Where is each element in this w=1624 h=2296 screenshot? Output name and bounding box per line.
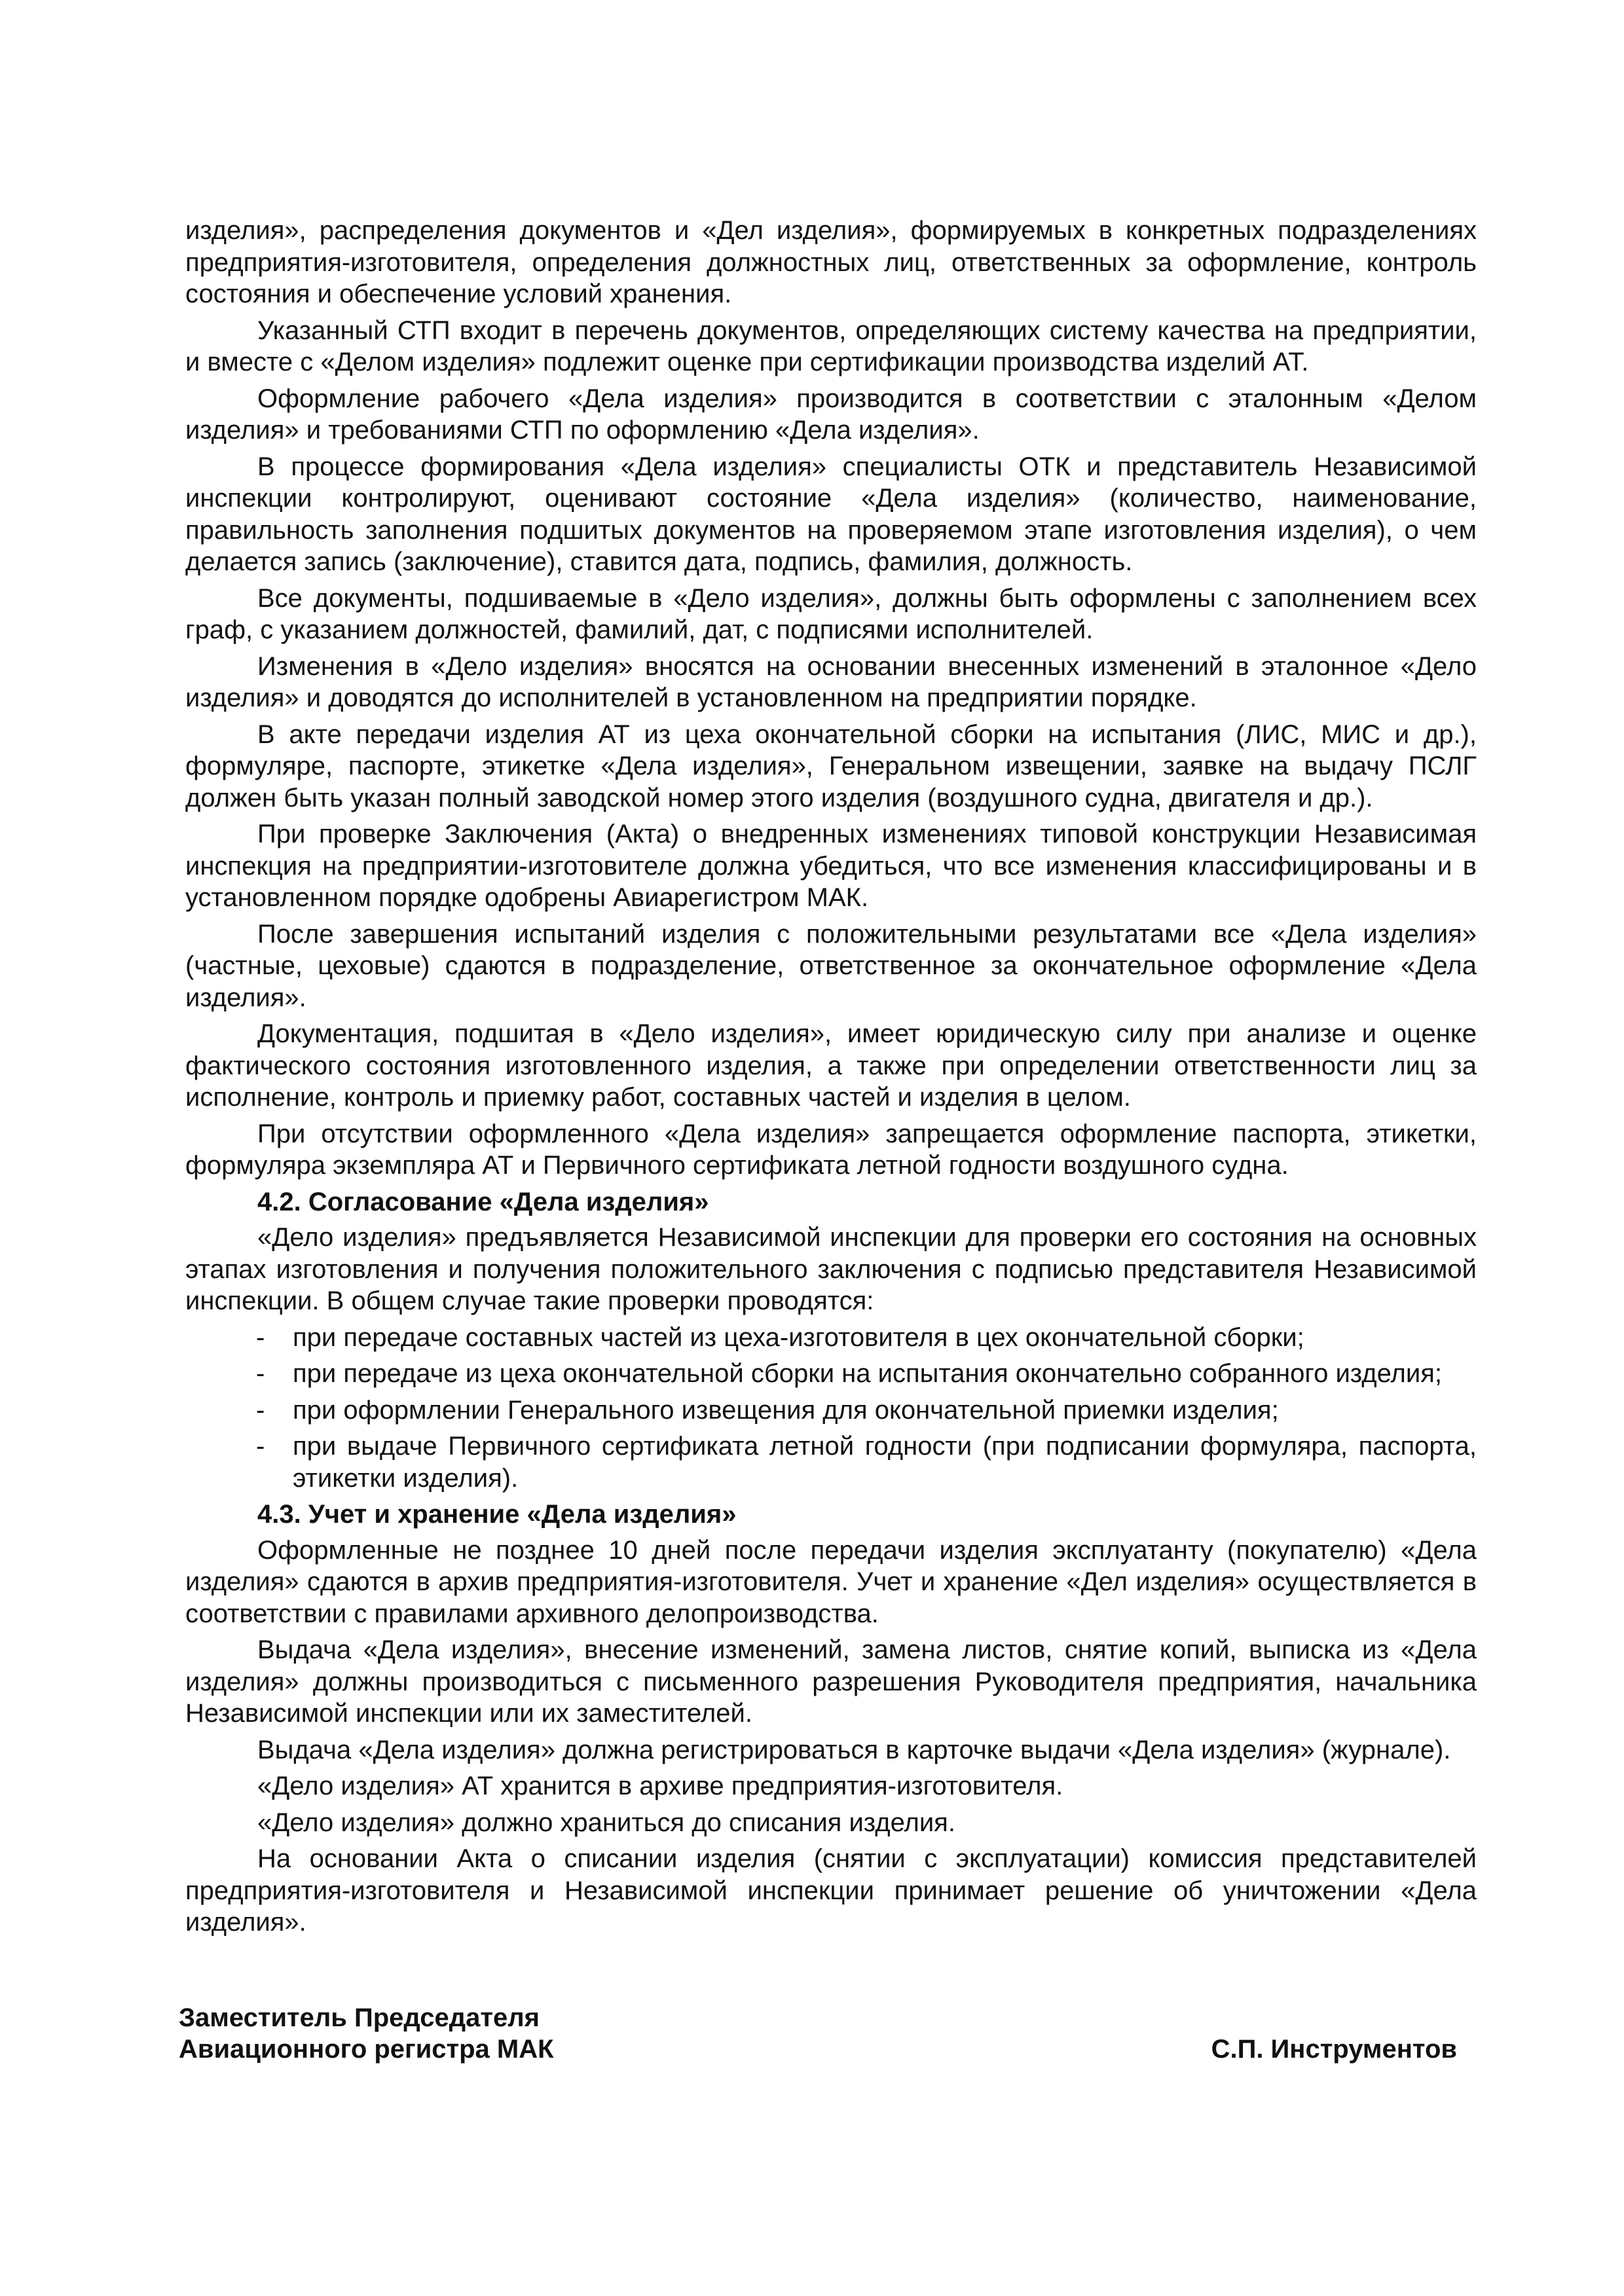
- paragraph-issuance: Выдача «Дела изделия», внесение изменений, замена листов, снятие копий, выписка из «Дела изделия» должны производиться с письменного разрешения Руководителя предприятия, начальника Независимой инспекции или их заместителей.: [185, 1635, 1477, 1728]
- paragraph-after-tests: После завершения испытаний изделия с положительными результатами все «Дела изделия» (частные, цеховые) сдаются в подразделение, ответственное за окончательное оформление «Дела изделия».: [185, 919, 1477, 1012]
- list-item: [185, 1358, 1477, 1390]
- paragraph-formation-control: В процессе формирования «Дела изделия» специалисты ОТК и представитель Независимой инспекции контролируют, оценивают состояние «Дела изделия» (количество, наименование, правильность заполнения подшитых документов на проверяемом этапе изготовления изделия), о чем делается запись (заключение), ставится дата, подпись, фамилия, должность.: [185, 452, 1477, 576]
- dash-bullet: -: [256, 1322, 265, 1352]
- signatory-name: С.П. Инструментов: [1211, 2035, 1457, 2064]
- paragraph-storage-term: «Дело изделия» должно храниться до списания изделия.: [257, 1808, 955, 1837]
- signatory-title-line-1: Заместитель Председателя: [179, 2003, 540, 2032]
- paragraph-changes: Изменения в «Дело изделия» вносятся на основании внесенных изменений в эталонное «Дело изделия» и доводятся до исполнителей в установленном на предприятии порядке.: [185, 651, 1477, 712]
- paragraph-working-file: Оформление рабочего «Дела изделия» производится в соответствии с эталонным «Делом изделия» и требованиями СТП по оформлению «Дела изделия».: [185, 384, 1477, 445]
- signatory-title: [179, 2002, 554, 2065]
- section-heading-4-2: 4.2. Согласование «Дела изделия»: [257, 1187, 709, 1216]
- dash-bullet: -: [256, 1395, 265, 1425]
- signatory-title-line-2: Авиационного регистра МАК: [179, 2035, 554, 2064]
- list-item: [185, 1394, 1477, 1427]
- paragraph-registration: Выдача «Дела изделия» должна регистрироваться в карточке выдачи «Дела изделия» (журнале).: [257, 1735, 1451, 1764]
- paragraph-conclusion-check: При проверке Заключения (Акта) о внедренных изменениях типовой конструкции Независимая инспекция на предприятии-изготовителе должна убедиться, что все изменения классифицированы и в установленном порядке одобрены Авиарегистром МАК.: [185, 820, 1477, 912]
- paragraph-documents-fill: Все документы, подшиваемые в «Дело изделия», должны быть оформлены с заполнением всех граф, с указанием должностей, фамилий, дат, с подписями исполнителей.: [185, 583, 1477, 644]
- list-item-text: при передаче составных частей из цеха-изготовителя в цех окончательной сборки;: [293, 1322, 1304, 1352]
- list-item: [185, 1322, 1477, 1354]
- section-heading-4-3: 4.3. Учет и хранение «Дела изделия»: [257, 1500, 737, 1529]
- list-item: [185, 1430, 1477, 1494]
- list-item-text: при передаче из цеха окончательной сборки на испытания окончательно собранного изделия;: [293, 1359, 1442, 1388]
- list-item-text: при оформлении Генерального извещения для окончательной приемки изделия;: [293, 1395, 1279, 1425]
- dash-bullet: -: [256, 1359, 265, 1388]
- approval-checks-list: [185, 1322, 1477, 1495]
- paragraph-destruction: На основании Акта о списании изделия (снятии с эксплуатации) комиссия представителей предприятия-изготовителя и Независимой инспекции принимает решение об уничтожении «Дела изделия».: [185, 1844, 1477, 1937]
- paragraph-prohibition: При отсутствии оформленного «Дела изделия» запрещается оформление паспорта, этикетки, формуляра экземпляра АТ и Первичного сертификата летной годности воздушного судна.: [185, 1119, 1477, 1180]
- paragraph-stp-quality: Указанный СТП входит в перечень документов, определяющих систему качества на предприятии, и вместе с «Делом изделия» подлежит оценке при сертификации производства изделий АТ.: [185, 316, 1477, 376]
- paragraph-approval-intro: «Дело изделия» предъявляется Независимой инспекции для проверки его состояния на основных этапах изготовления и получения положительного заключения с подписью представителя Независимой инспекции. В общем случае такие проверки проводятся:: [185, 1223, 1477, 1315]
- paragraph-storage-place: «Дело изделия» АТ хранится в архиве предприятия-изготовителя.: [257, 1772, 1063, 1800]
- document-body: [185, 215, 1477, 1943]
- list-item-text: при выдаче Первичного сертификата летной годности (при подписании формуляра, паспорта, этикетки изделия).: [293, 1432, 1477, 1493]
- paragraph-continuation: изделия», распределения документов и «Дел изделия», формируемых в конкретных подразделениях предприятия-изготовителя, определения должностных лиц, ответственных за оформление, контроль состояния и обеспечение условий хранения.: [185, 216, 1477, 308]
- dash-bullet: -: [256, 1432, 265, 1461]
- paragraph-archive: Оформленные не позднее 10 дней после передачи изделия эксплуатанту (покупателю) «Дела изделия» сдаются в архив предприятия-изготовителя. Учет и хранение «Дел изделия» осуществляется в соответствии с правилами архивного делопроизводства.: [185, 1535, 1477, 1628]
- paragraph-transfer-act: В акте передачи изделия АТ из цеха окончательной сборки на испытания (ЛИС, МИС и др.), формуляре, паспорте, этикетке «Дела изделия», Генеральном извещении, заявке на выдачу ПСЛГ должен быть указан полный заводской номер этого изделия (воздушного судна, двигателя и др.).: [185, 720, 1477, 812]
- paragraph-legal-force: Документация, подшитая в «Дело изделия», имеет юридическую силу при анализе и оценке фактического состояния изготовленного изделия, а также при определении ответственности лиц за исполнение, контроль и приемку работ, составных частей и изделия в целом.: [185, 1019, 1477, 1112]
